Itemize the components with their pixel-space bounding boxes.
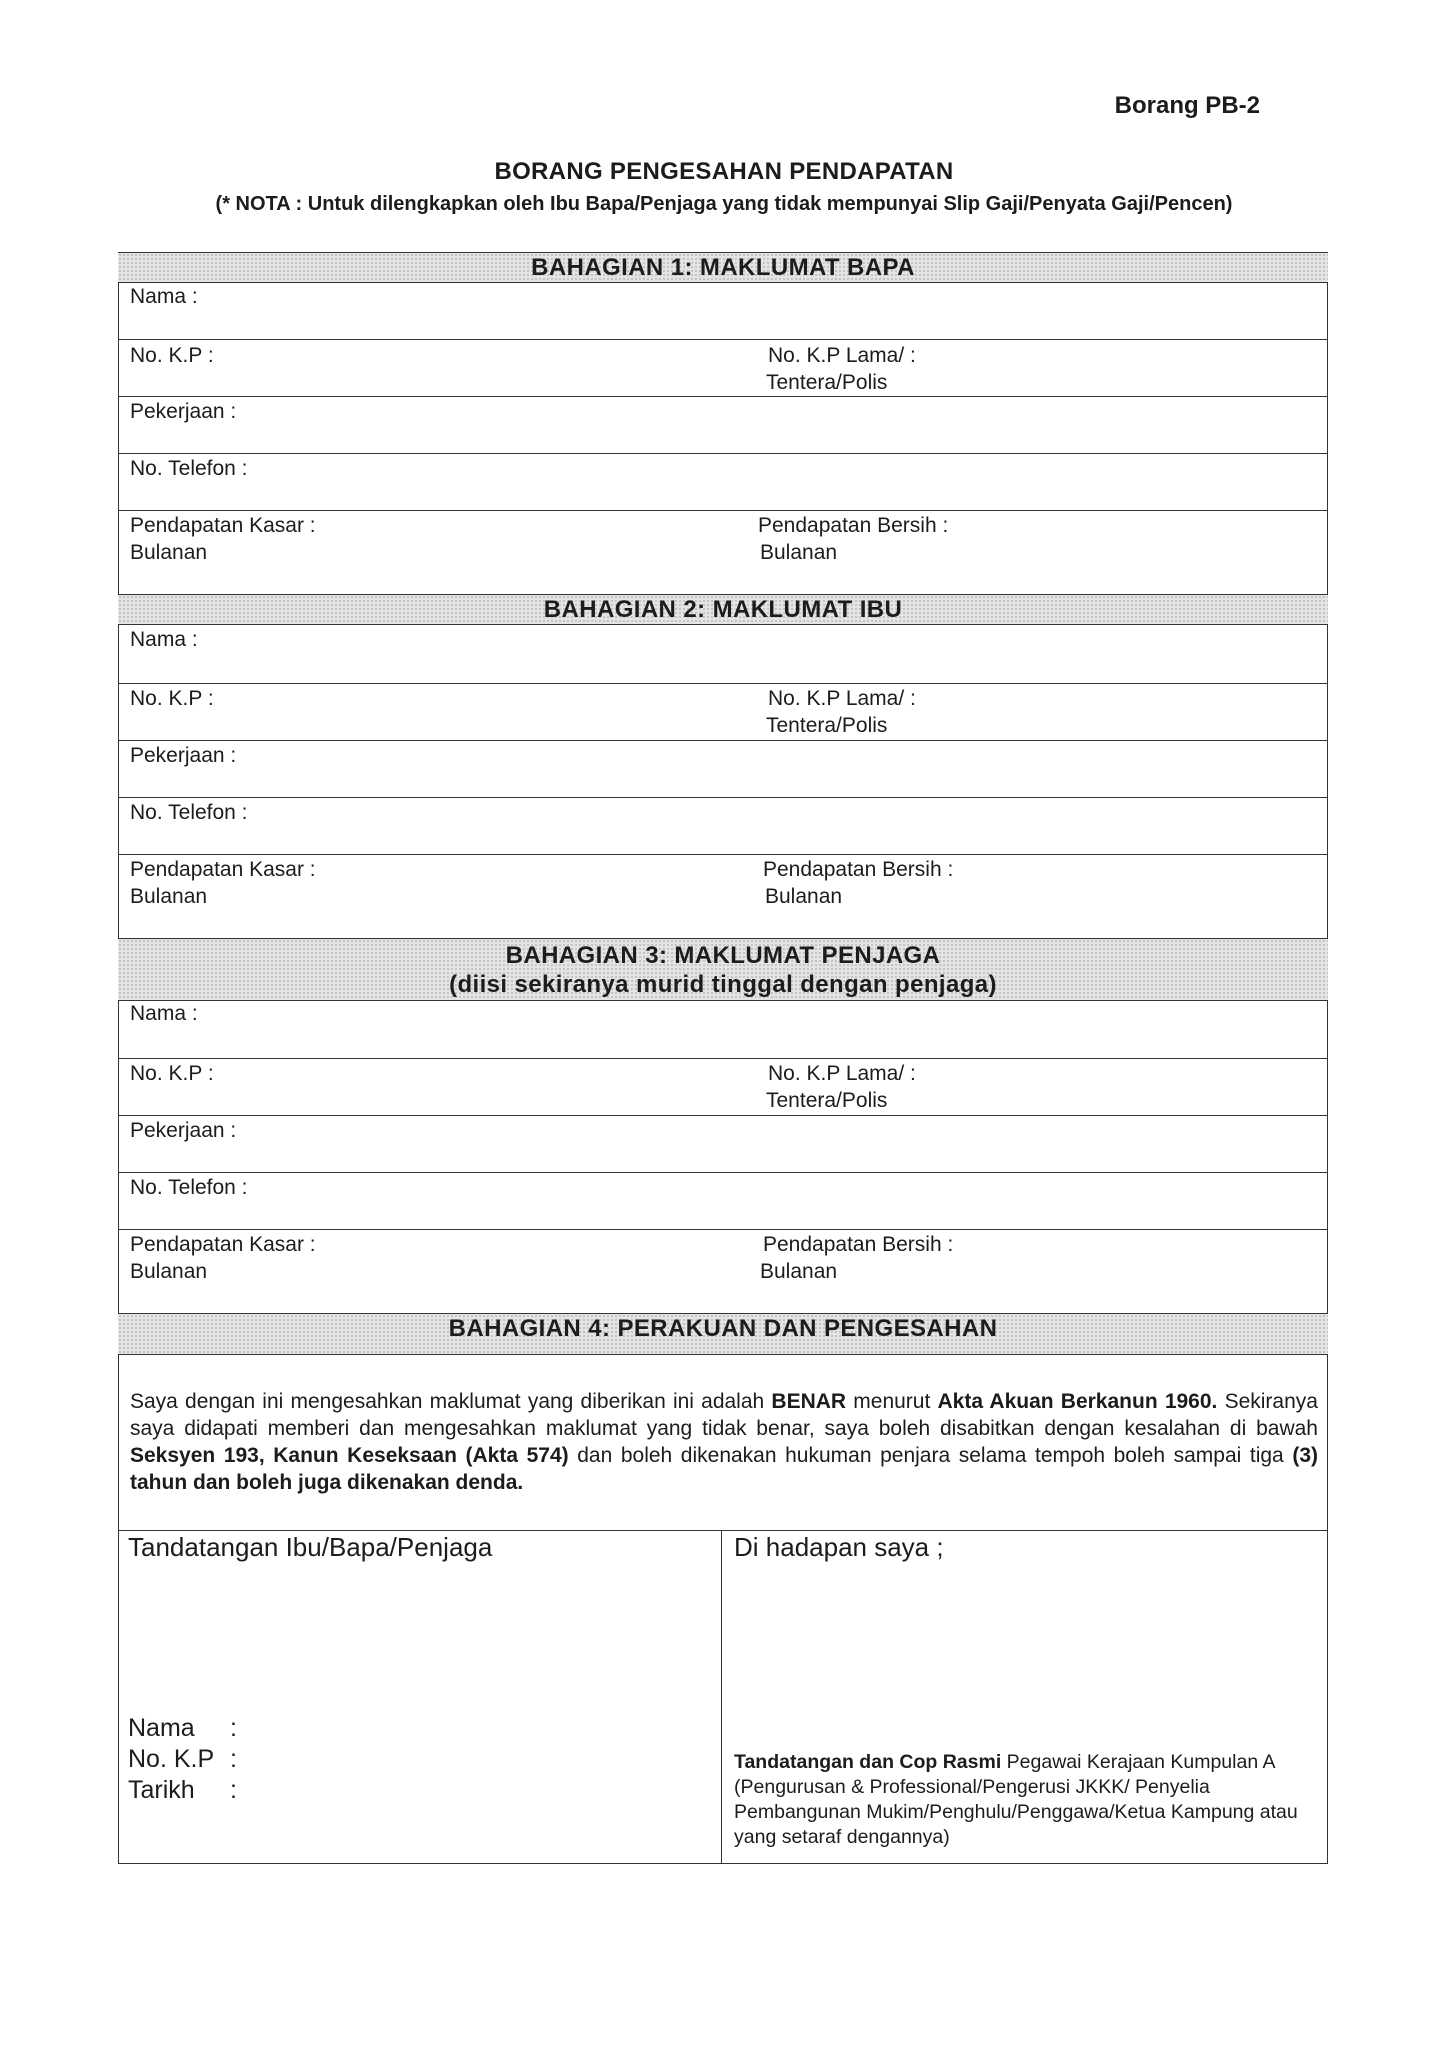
form-note: (* NOTA : Untuk dilengkapkan oleh Ibu Bapa/Penjaga yang tidak mempunyai Slip Gaji/Penyata Gaji/Pencen)	[215, 193, 1233, 215]
mother-net-monthly-label: Bulanan	[765, 885, 843, 908]
divider	[118, 1229, 1328, 1230]
father-gross-income-label: Pendapatan Kasar :	[130, 514, 316, 537]
guardian-name-label: Nama :	[130, 1002, 198, 1025]
form-title: BORANG PENGESAHAN PENDAPATAN	[494, 158, 954, 185]
guardian-net-income-label: Pendapatan Bersih :	[763, 1233, 954, 1256]
section-2-header: BAHAGIAN 2: MAKLUMAT IBU	[118, 594, 1328, 625]
father-army-police-label: Tentera/Polis	[766, 371, 888, 394]
parent-signature-label: Tandatangan Ibu/Bapa/Penjaga	[128, 1532, 493, 1562]
divider	[118, 797, 1328, 798]
father-ic-label: No. K.P :	[130, 344, 214, 367]
father-phone-label: No. Telefon :	[130, 457, 248, 480]
father-gross-monthly-label: Bulanan	[130, 541, 208, 564]
divider	[118, 683, 1328, 684]
section-3-title: BAHAGIAN 3: MAKLUMAT PENJAGA	[505, 942, 941, 969]
divider	[118, 396, 1328, 397]
father-occupation-label: Pekerjaan :	[130, 400, 237, 423]
signatory-ic-label: No. K.P	[128, 1745, 215, 1773]
mother-occupation-label: Pekerjaan :	[130, 744, 237, 767]
father-name-label: Nama :	[130, 285, 198, 308]
section-3-subtitle: (diisi sekiranya murid tinggal dengan penjaga)	[449, 971, 997, 998]
declaration-bold: (3)	[1292, 1444, 1318, 1467]
witness-label: Di hadapan saya ;	[734, 1532, 944, 1562]
declaration-bold: tahun dan boleh juga dikenakan denda.	[130, 1471, 524, 1494]
declaration-bold: BENAR	[771, 1390, 847, 1413]
declaration-part: dan boleh dikenakan hukuman penjara selama tempoh boleh sampai tiga	[577, 1444, 1284, 1467]
form-code: Borang PB-2	[1114, 92, 1260, 119]
declaration-part: menurut	[853, 1390, 931, 1413]
signatory-date-label: Tarikh	[128, 1776, 195, 1804]
divider	[118, 453, 1328, 454]
signatory-ic-row	[128, 1744, 237, 1775]
guardian-old-ic-label: No. K.P Lama/ :	[768, 1062, 916, 1085]
signatory-date-row	[128, 1775, 237, 1806]
section-1-header: BAHAGIAN 1: MAKLUMAT BAPA	[118, 252, 1328, 283]
guardian-occupation-label: Pekerjaan :	[130, 1119, 237, 1142]
father-net-monthly-label: Bulanan	[760, 541, 838, 564]
divider	[118, 854, 1328, 855]
signatory-details	[128, 1713, 237, 1806]
mother-old-ic-label: No. K.P Lama/ :	[768, 687, 916, 710]
signatory-name-row	[128, 1713, 237, 1744]
declaration-bold: Seksyen 193, Kanun Keseksaan (Akta 574)	[130, 1444, 569, 1467]
guardian-gross-monthly-label: Bulanan	[130, 1260, 208, 1283]
father-old-ic-label: No. K.P Lama/ :	[768, 344, 916, 367]
officer-stamp-bold: Tandatangan dan Cop Rasmi	[734, 1751, 1002, 1773]
mother-phone-label: No. Telefon :	[130, 801, 248, 824]
mother-ic-label: No. K.P :	[130, 687, 214, 710]
declaration-part: Saya dengan ini mengesahkan maklumat yang diberikan ini adalah	[130, 1390, 765, 1413]
section-3-header	[118, 938, 1328, 1001]
section-4-header: BAHAGIAN 4: PERAKUAN DAN PENGESAHAN	[118, 1313, 1328, 1355]
divider	[118, 1058, 1328, 1059]
divider	[118, 1115, 1328, 1116]
divider	[118, 339, 1328, 340]
guardian-gross-income-label: Pendapatan Kasar :	[130, 1233, 316, 1256]
guardian-ic-label: No. K.P :	[130, 1062, 214, 1085]
mother-army-police-label: Tentera/Polis	[766, 714, 888, 737]
father-net-income-label: Pendapatan Bersih :	[758, 514, 949, 537]
signatory-name-label: Nama	[128, 1714, 195, 1742]
officer-stamp-note	[734, 1750, 1314, 1850]
mother-net-income-label: Pendapatan Bersih :	[763, 858, 954, 881]
guardian-army-police-label: Tentera/Polis	[766, 1089, 888, 1112]
divider	[118, 1172, 1328, 1173]
mother-gross-monthly-label: Bulanan	[130, 885, 208, 908]
declaration-part: Sekiranya saya didapati memberi dan mengesahkan maklumat yang tidak benar, saya boleh disabitkan dengan kesalahan di bawah	[130, 1390, 1318, 1440]
divider	[118, 740, 1328, 741]
guardian-phone-label: No. Telefon :	[130, 1176, 248, 1199]
declaration-bold: Akta Akuan Berkanun 1960.	[937, 1390, 1218, 1413]
colon: :	[230, 1745, 237, 1773]
divider	[118, 510, 1328, 511]
divider	[118, 1530, 1328, 1531]
declaration-text	[130, 1388, 1318, 1496]
signature-divider	[721, 1530, 722, 1864]
colon: :	[230, 1714, 237, 1742]
officer-stamp-text: Pegawai Kerajaan Kumpulan A (Pengurusan & Professional/Pengerusi JKKK/ Penyelia Pembangunan Mukim/Penghulu/Penggawa/Ketua Kampung atau yang setaraf dengannya)	[734, 1751, 1298, 1848]
mother-name-label: Nama :	[130, 628, 198, 651]
mother-gross-income-label: Pendapatan Kasar :	[130, 858, 316, 881]
colon: :	[230, 1776, 237, 1804]
guardian-net-monthly-label: Bulanan	[760, 1260, 838, 1283]
